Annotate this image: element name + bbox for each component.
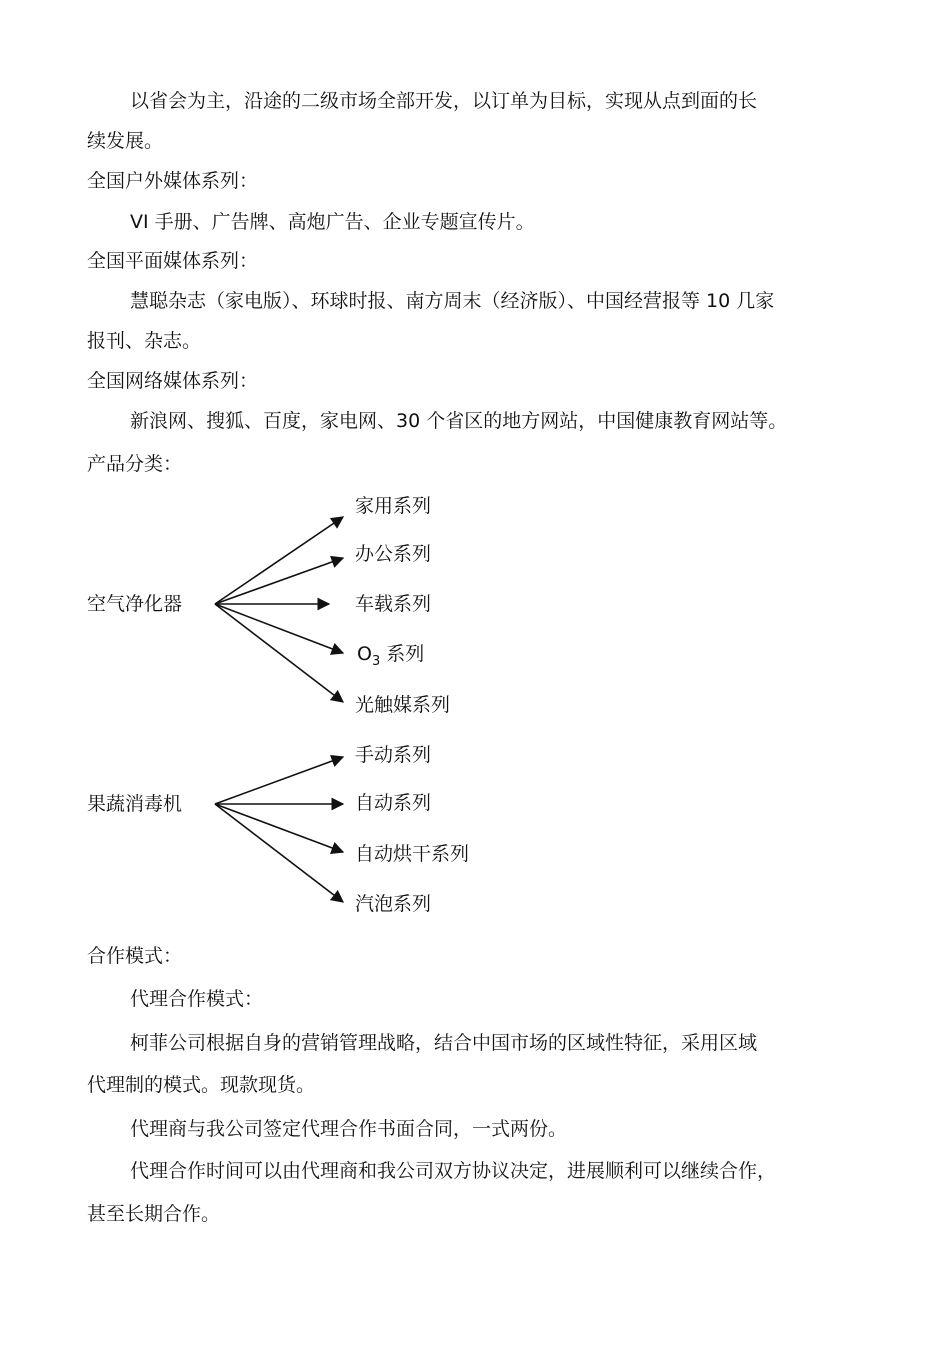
child-o3-series: $O_3$ 系列 [357, 643, 425, 669]
paragraph-line: 以省会为主，沿途的二级市场全部开发，以订单为目标，实现从点到面的长 [130, 90, 758, 112]
cooperation-line: 代理制的模式。现款现货。 [87, 1074, 316, 1096]
print-items-line1: 慧聪杂志（家电版）、环球时报、南方周末（经济版）、中国经营报等 10 几家 [130, 290, 775, 312]
paragraph-line: 续发展。 [87, 130, 164, 152]
child-automatic-series: 自动系列 [355, 792, 432, 814]
arrow-to-bubble [215, 804, 343, 902]
section-heading-products: 产品分类： [87, 453, 183, 475]
child-household-series: 家用系列 [355, 495, 432, 517]
child-office-series: 办公系列 [355, 543, 432, 565]
arrow-to-auto-drying [215, 804, 343, 852]
section-heading-outdoor: 全国户外媒体系列： [87, 170, 259, 192]
arrow-to-office [215, 558, 343, 604]
cooperation-line: 代理商与我公司签定代理合作书面合同，一式两份。 [130, 1118, 568, 1140]
child-auto-drying-series: 自动烘干系列 [355, 843, 470, 865]
cooperation-line: 柯菲公司根据自身的营销管理战略，结合中国市场的区域性特征，采用区域 [130, 1032, 758, 1054]
child-manual-series: 手动系列 [355, 744, 432, 766]
section-heading-print: 全国平面媒体系列： [87, 250, 259, 272]
section-heading-cooperation: 合作模式： [87, 945, 183, 967]
web-items: 新浪网、搜狐、百度，家电网、30 个省区的地方网站，中国健康教育网站等。 [130, 410, 788, 432]
cooperation-line: 代理合作时间可以由代理商和我公司双方协议决定，进展顺利可以继续合作， [130, 1160, 777, 1182]
arrow-to-manual [215, 757, 343, 804]
root-air-purifier: 空气净化器 [87, 593, 183, 615]
cooperation-subheading: 代理合作模式： [130, 988, 264, 1010]
root-fruit-veg-sterilizer: 果蔬消毒机 [87, 793, 183, 815]
arrow-to-o3 [215, 604, 343, 653]
print-items-line2: 报刊、杂志。 [87, 330, 202, 352]
child-car-series: 车载系列 [355, 593, 432, 615]
child-bubble-series: 汽泡系列 [355, 893, 432, 915]
cooperation-line: 甚至长期合作。 [87, 1203, 221, 1225]
outdoor-items: VI 手册、广告牌、高炮广告、企业专题宣传片。 [130, 211, 535, 233]
arrow-to-household [215, 517, 343, 604]
arrow-to-photocatalyst [215, 604, 343, 702]
child-photocatalyst-series: 光触媒系列 [355, 694, 451, 716]
section-heading-web: 全国网络媒体系列： [87, 370, 259, 392]
